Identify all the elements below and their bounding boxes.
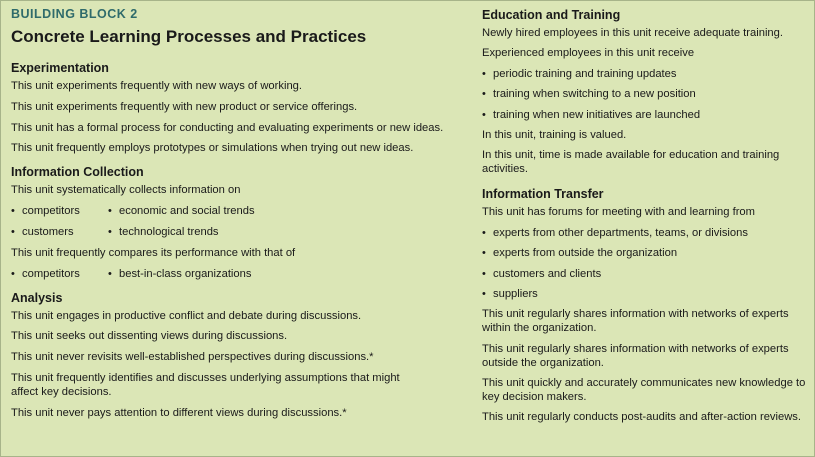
statement: This unit never pays attention to different views during discussions.* xyxy=(11,406,347,419)
statement: This unit has a formal process for conducting and evaluating experiments or new ideas. xyxy=(11,121,444,134)
section-heading: Information Transfer xyxy=(482,187,604,202)
statement: This unit frequently identifies and discusses underlying assumptions that might affect key decisions. xyxy=(11,371,400,398)
bullet-item: • technological trends xyxy=(108,225,219,239)
statement: This unit regularly shares information with networks of experts outside the organization. xyxy=(482,342,789,369)
statement: In this unit, training is valued. xyxy=(482,128,627,141)
section-education-training xyxy=(482,7,812,176)
bullet-item: • best-in-class organizations xyxy=(108,267,251,281)
section-experimentation xyxy=(11,60,466,155)
statement: This unit seeks out dissenting views during discussions. xyxy=(11,330,288,343)
statement: This unit systematically collects information on xyxy=(11,184,241,197)
statement: This unit never revisits well-established perspectives during discussions.* xyxy=(11,351,374,364)
section-heading: Analysis xyxy=(11,290,63,305)
page-title: Concrete Learning Processes and Practices xyxy=(11,27,367,46)
bullet-item: • competitors xyxy=(11,267,108,281)
right-column xyxy=(482,7,812,434)
section-heading: Experimentation xyxy=(11,61,109,75)
bullet-row xyxy=(11,267,466,281)
bullet-item: • competitors xyxy=(11,204,108,218)
statement: This unit has forums for meeting with and learning from xyxy=(482,206,755,219)
left-column xyxy=(11,7,466,429)
bullet-item: • customers xyxy=(11,225,108,239)
statement: In this unit, time is made available for education and training activities. xyxy=(482,149,780,176)
section-heading: Information Collection xyxy=(11,165,144,180)
statement: This unit regularly shares information with networks of experts within the organization. xyxy=(482,308,789,335)
statement: This unit frequently compares its performance with that of xyxy=(11,246,296,259)
bullet-item: • experts from outside the organization xyxy=(482,246,677,260)
section-analysis xyxy=(11,290,466,420)
statement: This unit experiments frequently with new product or service offerings. xyxy=(11,100,358,113)
section-heading: Education and Training xyxy=(482,8,621,22)
section-information-transfer xyxy=(482,186,812,424)
bullet-item: • training when new initiatives are launched xyxy=(482,108,700,122)
bullet-item: • training when switching to a new position xyxy=(482,87,696,101)
statement: This unit quickly and accurately communicates new knowledge to key decision makers. xyxy=(482,377,806,404)
bullet-item: • customers and clients xyxy=(482,267,601,281)
bullet-item: • experts from other departments, teams, or divisions xyxy=(482,226,748,240)
bullet-item: • economic and social trends xyxy=(108,204,255,218)
statement: This unit regularly conducts post-audits and after-action reviews. xyxy=(482,411,801,424)
bullet-item: • periodic training and training updates xyxy=(482,67,676,81)
block-label: BUILDING BLOCK 2 xyxy=(11,7,138,21)
bullet-row xyxy=(11,204,466,218)
bullet-row xyxy=(11,225,466,239)
statement: Experienced employees in this unit receive xyxy=(482,47,695,60)
statement: This unit experiments frequently with new ways of working. xyxy=(11,80,303,92)
statement: This unit engages in productive conflict and debate during discussions. xyxy=(11,309,362,322)
statement: Newly hired employees in this unit receive adequate training. xyxy=(482,27,783,39)
bullet-item: • suppliers xyxy=(482,287,538,301)
section-information-collection xyxy=(11,164,466,280)
statement: This unit frequently employs prototypes or simulations when trying out new ideas. xyxy=(11,142,414,155)
